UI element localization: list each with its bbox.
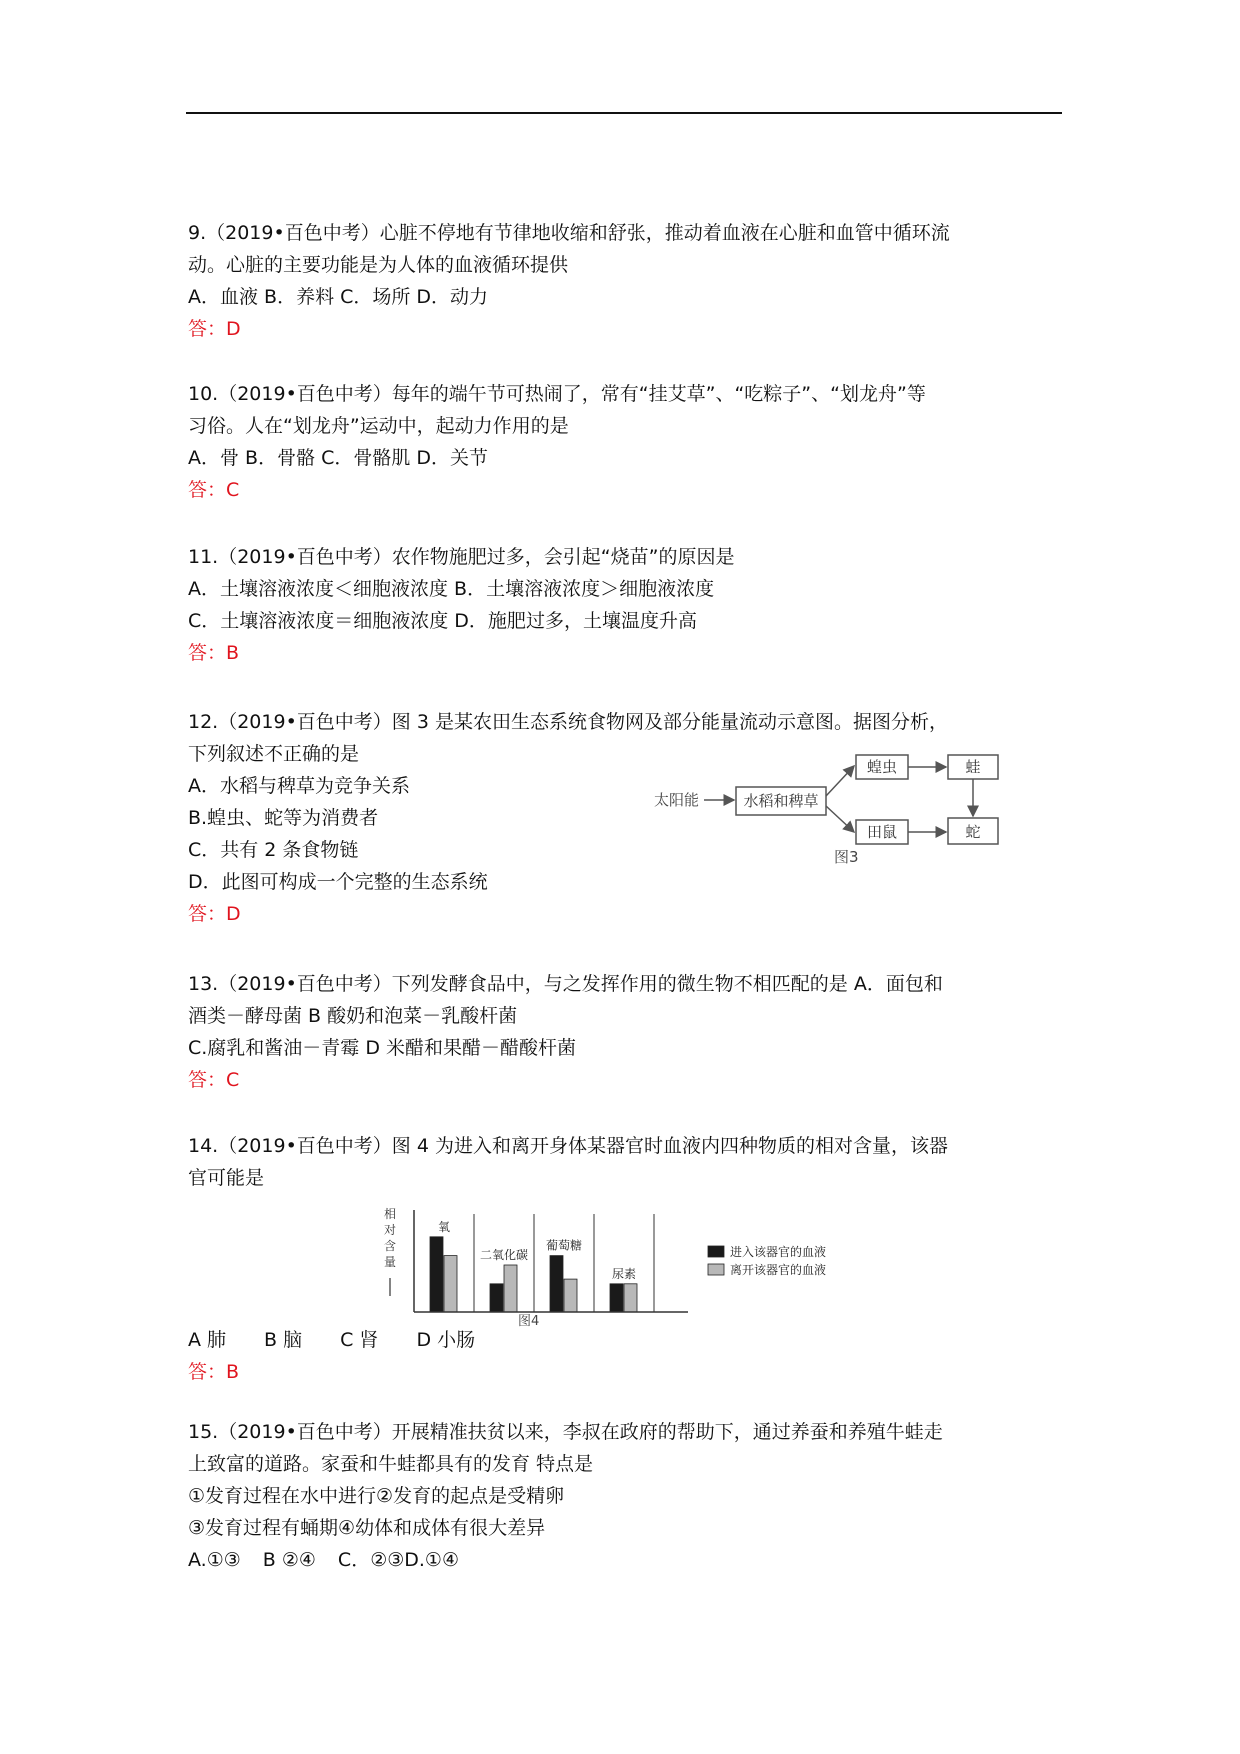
question-stem: 13.（2019•百色中考）下列发酵食品中，与之发挥作用的微生物不相匹配的是 A．面包和 bbox=[188, 973, 943, 995]
option-b: B 脑 bbox=[264, 1329, 303, 1351]
sun-label: 太阳能 bbox=[654, 791, 700, 809]
category-label: 二氧化碳 bbox=[479, 1248, 529, 1262]
mouse-label: 田鼠 bbox=[866, 823, 898, 841]
question-stem: ①发育过程在水中进行②发育的起点是受精卵 bbox=[188, 1485, 565, 1507]
answer: 答：B bbox=[188, 1361, 240, 1383]
category-label: 尿素 bbox=[611, 1266, 637, 1281]
y-axis-label-2: 对 bbox=[384, 1223, 397, 1237]
option-a: A．水稻与稗草为竞争关系 bbox=[188, 775, 410, 797]
chart-title: 图4 bbox=[518, 1314, 540, 1328]
question-options: A．血液 B．养料 C．场所 D．动力 bbox=[188, 286, 489, 308]
bar-in bbox=[550, 1256, 563, 1312]
bar-out bbox=[444, 1256, 457, 1312]
question-9 bbox=[188, 217, 1060, 345]
question-stem: 上致富的道路。家蚕和牛蛙都具有的发育 特点是 bbox=[188, 1453, 594, 1475]
bar-out bbox=[504, 1265, 517, 1312]
question-stem: 10.（2019•百色中考）每年的端午节可热闹了，常有“挂艾草”、“吃粽子”、“划龙舟”等 bbox=[188, 383, 926, 405]
question-stem: 14.（2019•百色中考）图 4 为进入和离开身体某器官时血液内四种物质的相对含量，该器 bbox=[188, 1135, 948, 1157]
question-stem: 官可能是 bbox=[188, 1167, 265, 1189]
option-d: D 小肠 bbox=[416, 1329, 476, 1351]
bar-in bbox=[490, 1284, 503, 1312]
option-c: C．②③D.①④ bbox=[337, 1549, 459, 1571]
question-stem: 下列叙述不正确的是 bbox=[188, 743, 360, 765]
question-stem: 11.（2019•百色中考）农作物施肥过多，会引起“烧苗”的原因是 bbox=[188, 546, 735, 568]
locust-label: 蝗虫 bbox=[866, 758, 898, 776]
answer: 答：D bbox=[188, 318, 241, 340]
legend-swatch bbox=[708, 1246, 724, 1257]
category-label: 氧 bbox=[437, 1219, 451, 1234]
chart-svg bbox=[378, 1200, 878, 1328]
legend-swatch bbox=[708, 1264, 724, 1275]
figure-3-food-web bbox=[648, 752, 1020, 872]
option-c: C．共有 2 条食物链 bbox=[188, 839, 359, 861]
bar-in bbox=[610, 1284, 623, 1312]
option-c: C 肾 bbox=[340, 1329, 379, 1351]
question-14 bbox=[188, 1130, 1060, 1194]
answer: 答：B bbox=[188, 642, 240, 664]
question-14-options bbox=[188, 1324, 1060, 1388]
question-stem: ③发育过程有蛹期④幼体和成体有很大差异 bbox=[188, 1517, 546, 1539]
snake-label: 蛇 bbox=[965, 823, 981, 841]
option-d: D．此图可构成一个完整的生态系统 bbox=[188, 871, 488, 893]
question-stem: 酒类－酵母菌 B 酸奶和泡菜－乳酸杆菌 bbox=[188, 1005, 518, 1027]
legend-label: 进入该器官的血液 bbox=[730, 1245, 827, 1259]
arrow bbox=[826, 766, 854, 796]
option-a: A 肺 bbox=[188, 1329, 227, 1351]
figure-4-chart bbox=[378, 1200, 878, 1328]
option-b: B.蝗虫、蛇等为消费者 bbox=[188, 807, 379, 829]
question-options bbox=[188, 1324, 1060, 1356]
question-stem: 习俗。人在“划龙舟”运动中，起动力作用的是 bbox=[188, 415, 569, 437]
answer: 答：D bbox=[188, 903, 241, 925]
question-options bbox=[188, 1544, 1060, 1576]
question-stem: 9.（2019•百色中考）心脏不停地有节律地收缩和舒张，推动着血液在心脏和血管中循环流 bbox=[188, 222, 950, 244]
bar-in bbox=[430, 1237, 443, 1312]
question-options: C．土壤溶液浓度＝细胞液浓度 D．施肥过多，土壤温度升高 bbox=[188, 610, 697, 632]
y-axis-label-4: 量 bbox=[384, 1255, 397, 1269]
arrow bbox=[826, 806, 854, 832]
question-11 bbox=[188, 541, 1060, 669]
question-stem: 动。心脏的主要功能是为人体的血液循环提供 bbox=[188, 254, 569, 276]
y-axis-label-3: 含 bbox=[384, 1239, 397, 1253]
answer: 答：C bbox=[188, 479, 240, 501]
producer-label: 水稻和稗草 bbox=[743, 792, 819, 810]
option-a: A.①③ bbox=[188, 1549, 241, 1571]
header-rule bbox=[186, 112, 1062, 114]
question-10 bbox=[188, 378, 1060, 506]
bar-out bbox=[564, 1279, 577, 1312]
frog-label: 蛙 bbox=[965, 758, 981, 776]
question-13 bbox=[188, 968, 1060, 1096]
question-stem: 12.（2019•百色中考）图 3 是某农田生态系统食物网及部分能量流动示意图。据图分析， bbox=[188, 711, 948, 733]
question-options: C.腐乳和酱油－青霉 D 米醋和果醋－醋酸杆菌 bbox=[188, 1037, 577, 1059]
category-label: 葡萄糖 bbox=[545, 1238, 583, 1253]
question-options: A．骨 B．骨骼 C．骨骼肌 D．关节 bbox=[188, 447, 489, 469]
y-axis-label-1: 相 bbox=[384, 1207, 397, 1221]
question-15 bbox=[188, 1416, 1060, 1576]
legend-label: 离开该器官的血液 bbox=[730, 1263, 827, 1277]
figure-caption: 图3 bbox=[834, 848, 859, 866]
question-options: A．土壤溶液浓度＜细胞液浓度 B．土壤溶液浓度＞细胞液浓度 bbox=[188, 578, 715, 600]
bar-out bbox=[624, 1284, 637, 1312]
question-stem: 15.（2019•百色中考）开展精准扶贫以来，李叔在政府的帮助下，通过养蚕和养殖牛蛙走 bbox=[188, 1421, 943, 1443]
answer: 答：C bbox=[188, 1069, 240, 1091]
option-b: B ②④ bbox=[262, 1549, 316, 1571]
